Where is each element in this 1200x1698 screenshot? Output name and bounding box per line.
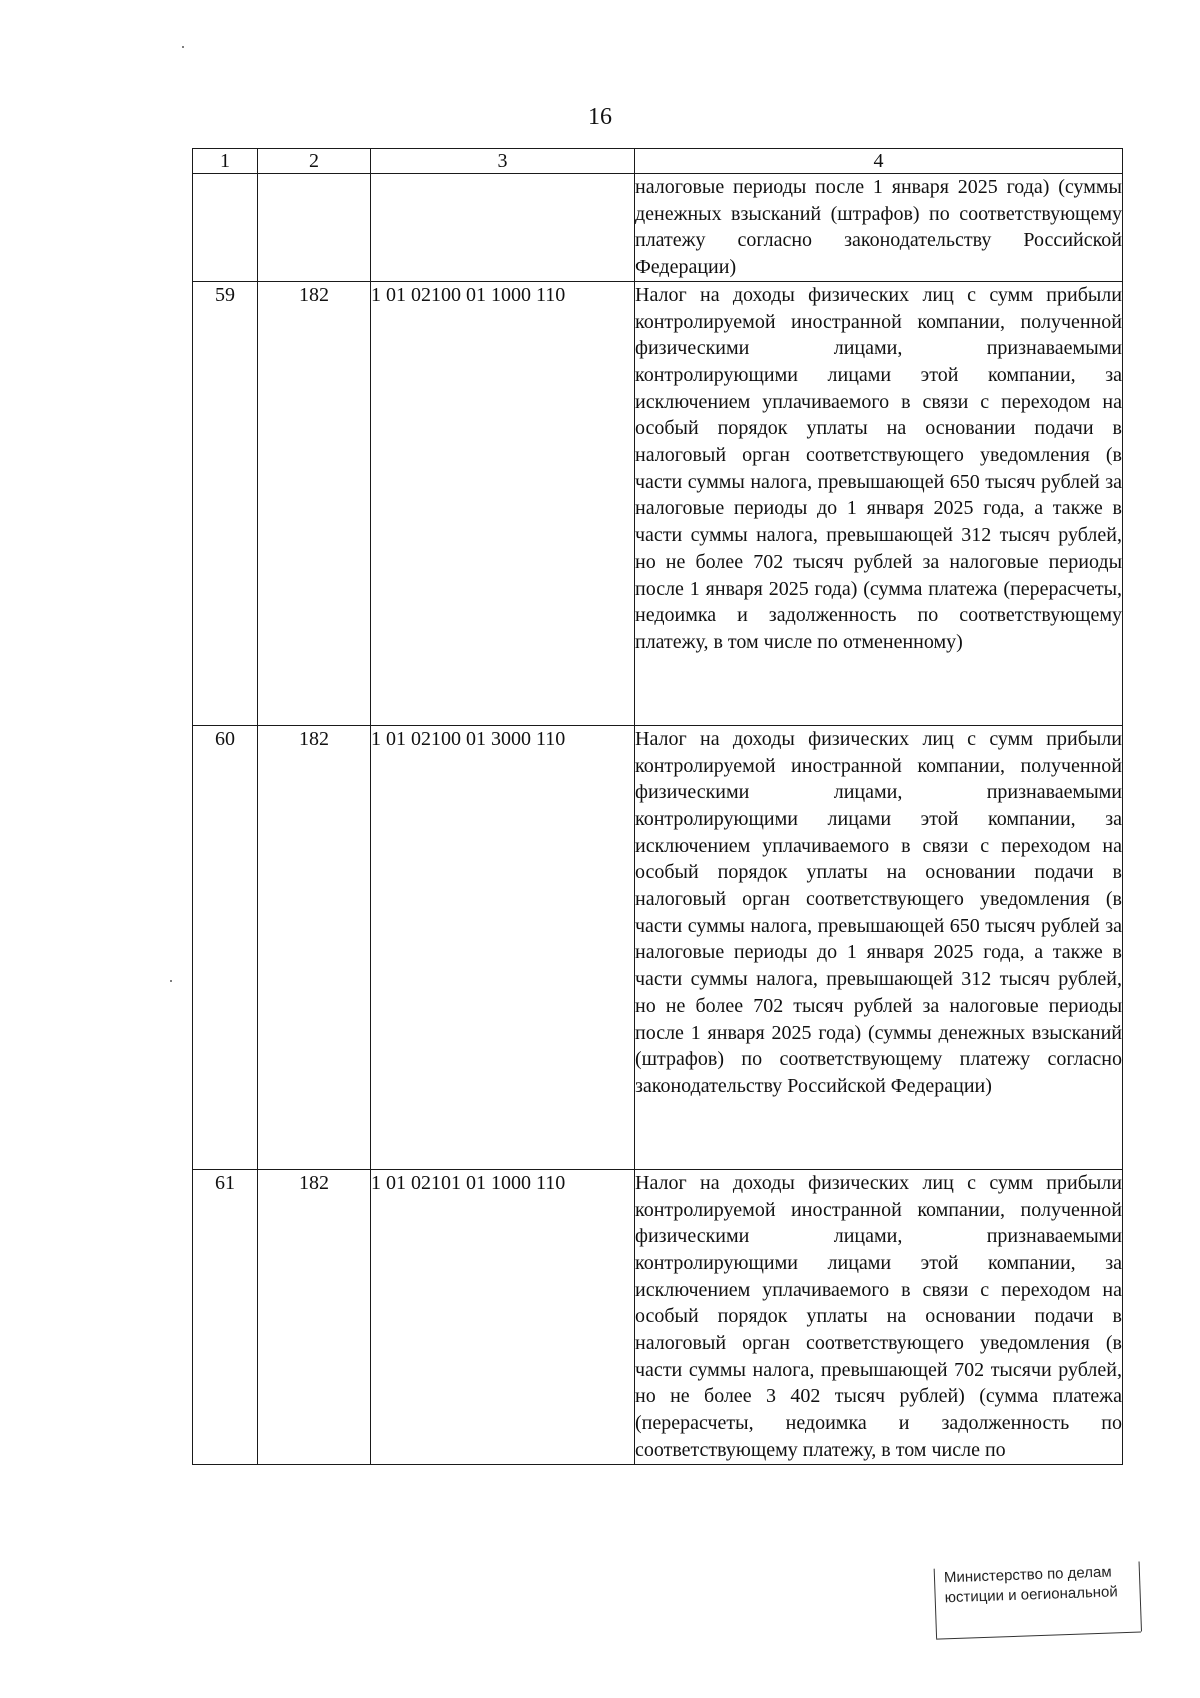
table-row [193,1169,1123,1464]
description-cell [635,1169,1123,1464]
scan-speck [170,980,172,982]
scan-speck [182,46,184,48]
admin-code-cell [258,174,371,282]
stamp-line-1: Министерство по делам [943,1563,1112,1587]
column-header-2: 2 [258,149,371,174]
table-row [193,281,1123,725]
description-cell [635,174,1123,282]
admin-code-cell: 182 [258,281,371,725]
description-text: Налог на доходы физических лиц с сумм прибыли контролируемой иностранной компании, полученной физическими лицами, признаваемыми контролирующими лицами этой компании, за исключением уплачиваемого в связи с переходом на особый порядок уплаты на основании подачи в налоговый орган соответствующего уведомления (в части суммы налога, превышающей 650 тысяч рублей за налоговые периоды до 1 января 2025 года, а также в части суммы налога, превышающей 312 тысяч рублей, но не более 702 тысяч рублей за налоговые периоды после 1 января 2025 года) (сумма платежа (перерасчеты, недоимка и задолженность по соответствующему платежу, в том числе по отмененному) [635,283,1122,653]
table-row [193,725,1123,1169]
description-text: налоговые периоды после 1 января 2025 года) (суммы денежных взысканий (штрафов) по соответствующему платежу согласно законодательству Российской Федерации) [635,176,1122,279]
table-header-row [193,149,1123,174]
registration-stamp [934,1561,1147,1648]
page-number: 16 [588,104,612,130]
budget-classification-table [192,148,1123,1465]
description-text: Налог на доходы физических лиц с сумм прибыли контролируемой иностранной компании, полученной физическими лицами, признаваемыми контролирующими лицами этой компании, за исключением уплачиваемого в связи с переходом на особый порядок уплаты на основании подачи в налоговый орган соответствующего уведомления (в части суммы налога, превышающей 650 тысяч рублей за налоговые периоды до 1 января 2025 года, а также в части суммы налога, превышающей 312 тысяч рублей, но не более 702 тысяч рублей за налоговые периоды после 1 января 2025 года) (суммы денежных взысканий (штрафов) по соответствующему платежу согласно законодательству Российской Федерации) [635,727,1122,1097]
column-header-1: 1 [193,149,258,174]
budget-code-cell: 1 01 02101 01 1000 110 [371,1169,635,1464]
budget-code-cell: 1 01 02100 01 3000 110 [371,725,635,1169]
description-cell [635,281,1123,725]
budget-code-cell [371,174,635,282]
row-number-cell: 60 [193,725,258,1169]
admin-code-cell: 182 [258,1169,371,1464]
description-cell [635,725,1123,1169]
row-number-cell: 61 [193,1169,258,1464]
stamp-frame-right [1139,1561,1142,1631]
row-number-cell [193,174,258,282]
stamp-line-2: юстиции и оегиональной [944,1583,1119,1607]
column-header-3: 3 [371,149,635,174]
row-number-cell: 59 [193,281,258,725]
column-header-4: 4 [635,149,1123,174]
admin-code-cell: 182 [258,725,371,1169]
stamp-frame-left [934,1569,937,1639]
budget-code-cell: 1 01 02100 01 1000 110 [371,281,635,725]
description-text: Налог на доходы физических лиц с сумм прибыли контролируемой иностранной компании, полученной физическими лицами, признаваемыми контролирующими лицами этой компании, за исключением уплачиваемого в связи с переходом на особый порядок уплаты на основании подачи в налоговый орган соответствующего уведомления (в части суммы налога, превышающей 702 тысячи рублей, но не более 3 402 тысяч рублей) (сумма платежа (перерасчеты, недоимка и задолженность по соответствующему платежу, в том числе по [635,1171,1122,1461]
stamp-text [944,1562,1118,1608]
stamp-frame-bottom [936,1631,1141,1639]
table-row-continuation [193,174,1123,282]
